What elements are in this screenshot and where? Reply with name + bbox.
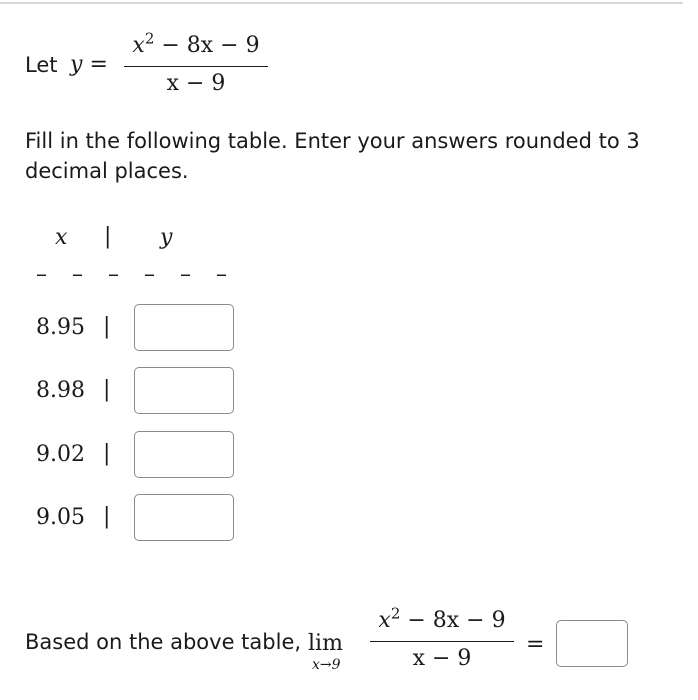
row-separator: | — [103, 314, 111, 339]
limit-prompt-label: Based on the above table, — [25, 630, 302, 654]
row-x-value: 8.95 — [36, 315, 85, 340]
row-x-value: 9.05 — [36, 505, 85, 530]
row-x-value: 9.02 — [36, 442, 85, 467]
top-divider — [0, 2, 683, 4]
instructions-text: Fill in the following table. Enter your answers rounded to 3 decimal places. — [25, 129, 640, 183]
limit-denominator: x − 9 — [412, 646, 472, 671]
table-dash-separator: – – – – – – — [36, 262, 236, 287]
limit-numerator: $x^2 - 8x - 9$ — [378, 604, 506, 633]
row-separator: | — [103, 504, 111, 529]
answer-input-row-2[interactable] — [134, 367, 234, 414]
limit-fraction — [370, 604, 514, 671]
function-fraction — [124, 29, 268, 96]
limit-equals-sign: = — [526, 632, 545, 657]
row-x-value: 8.98 — [36, 378, 85, 403]
answer-input-row-3[interactable] — [134, 431, 234, 478]
function-denominator: x − 9 — [166, 71, 226, 96]
let-label: Let — [25, 53, 58, 77]
function-lhs: y = — [70, 52, 108, 77]
function-numerator: $x^2 - 8x - 9$ — [132, 29, 260, 58]
limit-subscript: x→9 — [312, 657, 341, 673]
row-separator: | — [103, 441, 111, 466]
column-header-x: x — [55, 225, 68, 250]
row-separator: | — [103, 377, 111, 402]
answer-input-row-1[interactable] — [134, 304, 234, 351]
column-header-y: y — [160, 225, 173, 250]
limit-answer-input[interactable] — [556, 620, 628, 667]
answer-input-row-4[interactable] — [134, 494, 234, 541]
limit-operator: lim — [308, 631, 343, 656]
column-separator: | — [104, 224, 112, 249]
